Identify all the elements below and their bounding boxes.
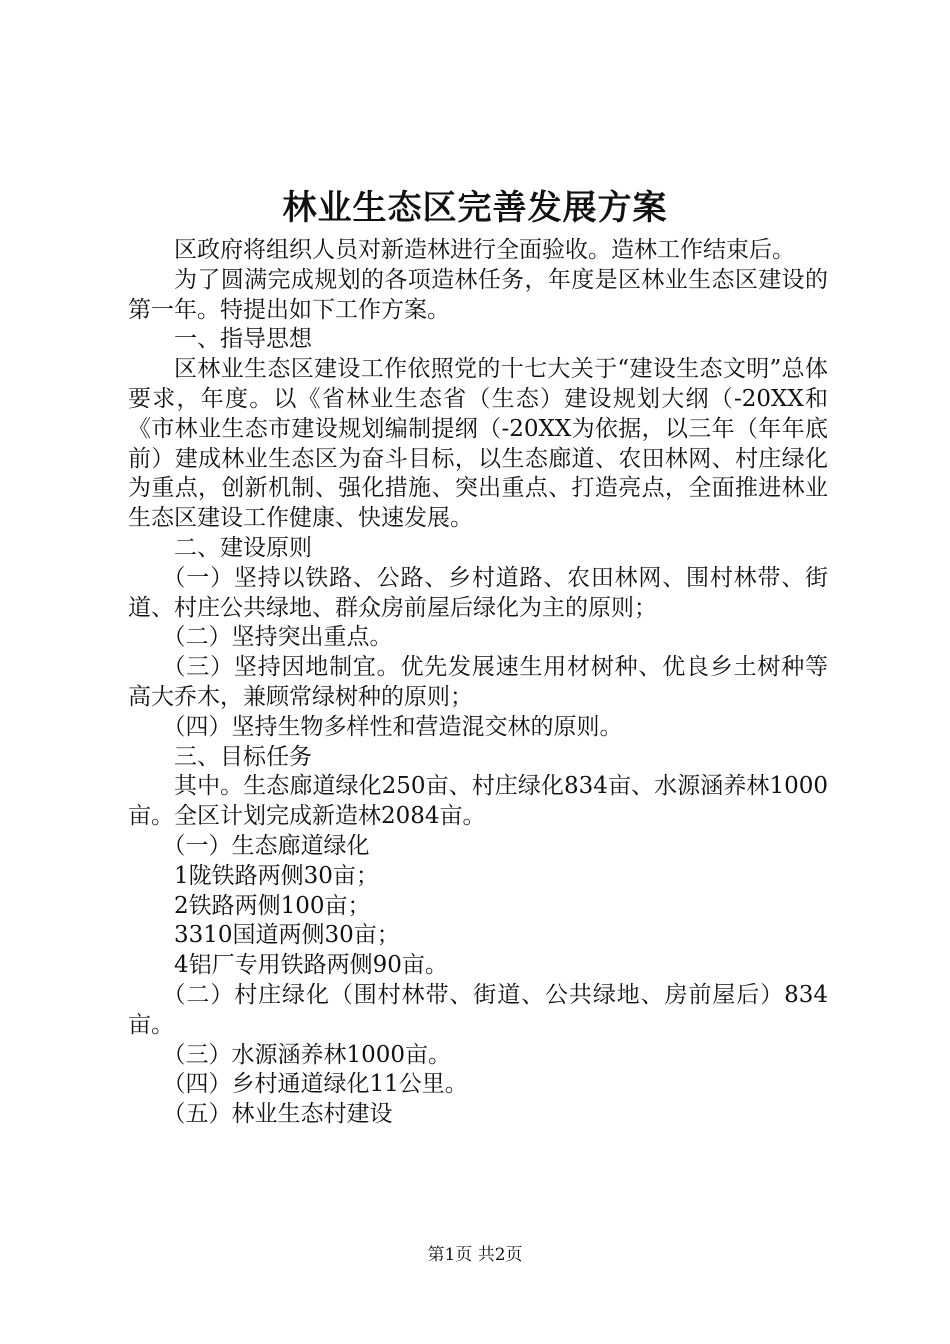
target-item-2: （二）村庄绿化（围村林带、街道、公共绿地、房前屋后）834亩。: [128, 981, 828, 1038]
target-subitem-2: 2铁路两侧100亩；: [174, 892, 371, 919]
target-item-4: （四）乡村通道绿化11公里。: [162, 1071, 468, 1098]
paragraph-guiding-thought: 区林业生态区建设工作依照党的十七大关于“建设生态文明”总体要求，年度。以《省林业生态省（生态）建设规划大纲（-20XX和《市林业生态市建设规划编制提纲（-20XX为依据，以三年（年年底前）建成林业生态区为奋斗目标，以生态廊道、农田林网、村庄绿化为重点，创新机制、强化措施、突出重点、打造亮点，全面推进林业生态区建设工作健康、快速发展。: [128, 356, 828, 532]
paragraph-intro: 为了圆满完成规划的各项造林任务，年度是区林业生态区建设的第一年。特提出如下工作方案。: [128, 266, 828, 323]
section-heading-principles: 二、建设原则: [174, 534, 312, 561]
paragraph-acceptance: 区政府将组织人员对新造林进行全面验收。造林工作结束后。: [174, 237, 795, 263]
target-item-3: （三）水源涵养林1000亩。: [162, 1041, 452, 1068]
target-item-1: （一）生态廊道绿化: [162, 832, 370, 859]
principle-item-4: （四）坚持生物多样性和营造混交林的原则。: [162, 713, 623, 740]
principle-item-2: （二）坚持突出重点。: [162, 624, 393, 651]
target-subitem-1: 1陇铁路两侧30亩；: [174, 862, 379, 889]
paragraph-targets: 其中。生态廊道绿化250亩、村庄绿化834亩、水源涵养林1000亩。全区计划完成新造林2084亩。: [128, 773, 828, 830]
section-heading-targets: 三、目标任务: [174, 743, 312, 770]
principle-item-3: （三）坚持因地制宜。优先发展速生用材树种、优良乡土树种等高大乔木，兼顾常绿树种的原则；: [128, 654, 828, 710]
document-title: 林业生态区完善发展方案: [282, 188, 668, 228]
document-body: [128, 236, 828, 1130]
target-subitem-3: 3310国道两侧30亩；: [174, 922, 400, 949]
section-heading-guiding-thought: 一、指导思想: [174, 326, 312, 353]
principle-item-1: （一）坚持以铁路、公路、乡村道路、农田林网、围村林带、街道、村庄公共绿地、群众房前屋后绿化为主的原则；: [128, 564, 828, 621]
target-subitem-4: 4铝厂专用铁路两侧90亩。: [174, 952, 448, 979]
page-footer: 第1页 共2页: [427, 1245, 523, 1265]
target-item-5: （五）林业生态村建设: [162, 1101, 393, 1128]
